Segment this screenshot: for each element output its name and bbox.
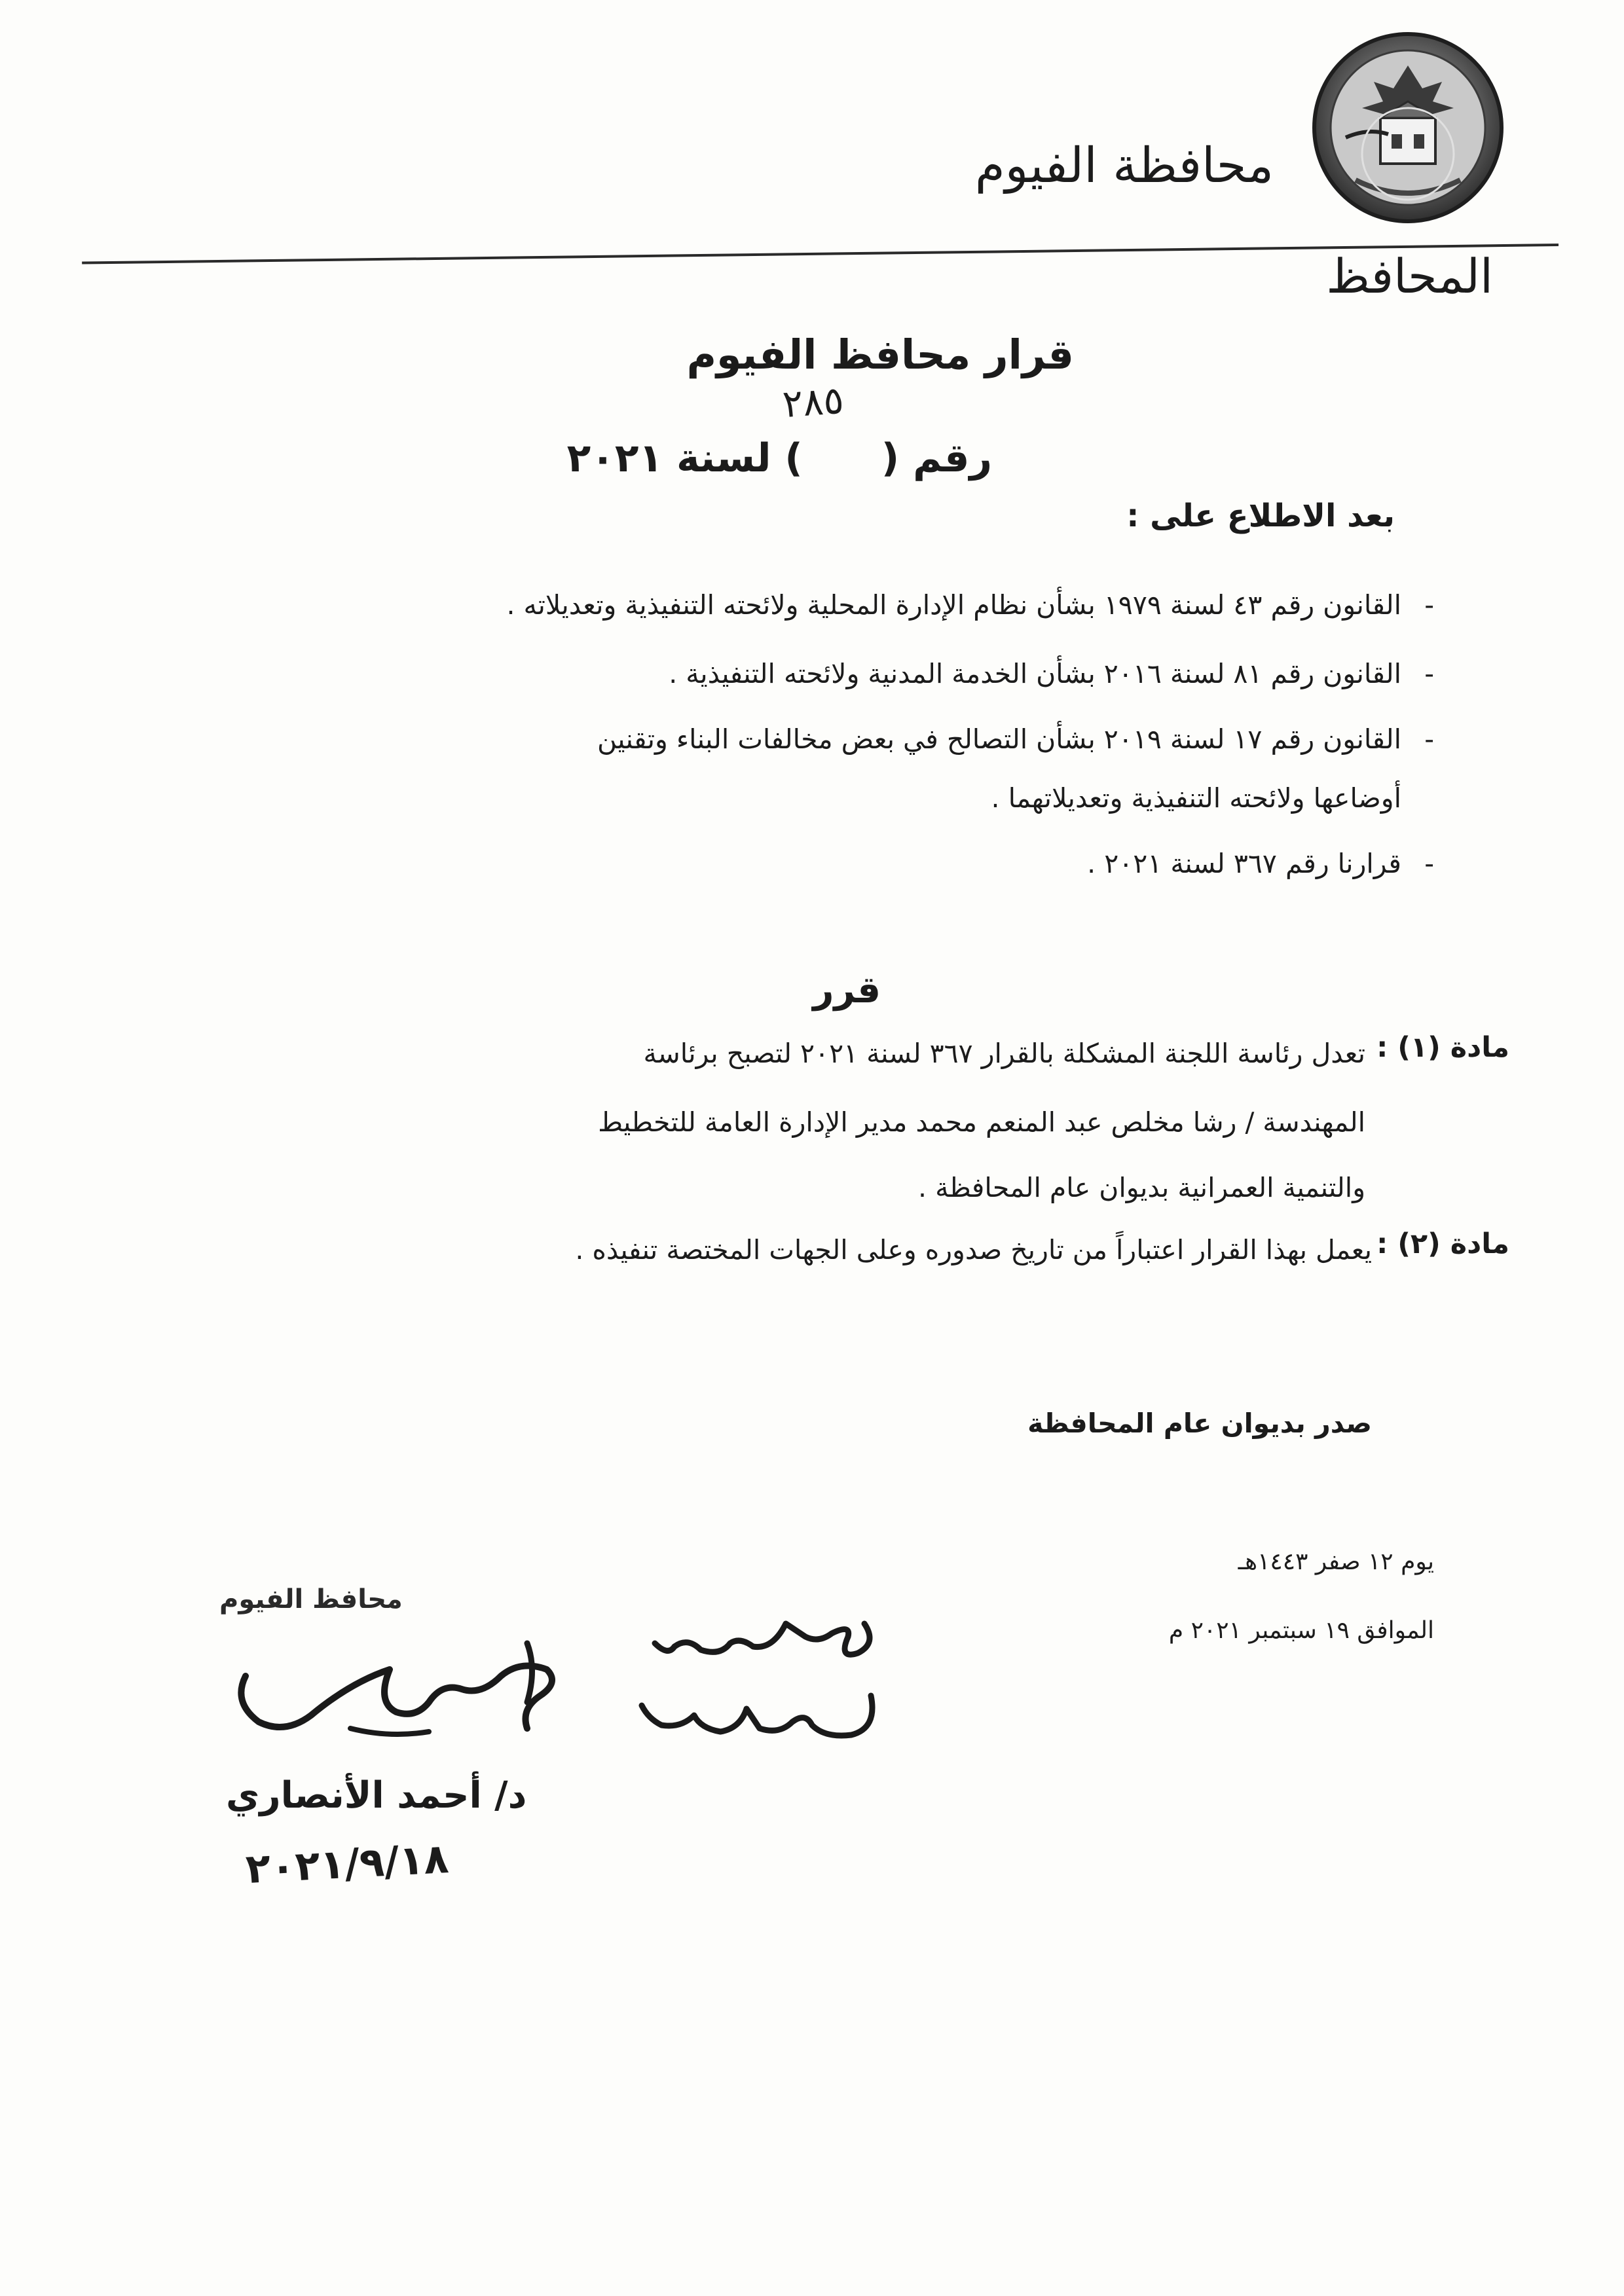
reference-text: القانون رقم ٤٣ لسنة ١٩٧٩ بشأن نظام الإدارة المحلية ولائحته التنفيذية وتعديلاته . [506,589,1401,621]
egypt-eagle-seal-icon [1310,29,1506,226]
decides-label: قرر [813,969,881,1011]
article-1-text: المهندسة / رشا مخلص عبد المنعم محمد مدير الإدارة العامة للتخطيط [598,1106,1365,1138]
issued-at: صدر بديوان عام المحافظة [1027,1408,1372,1439]
article-2-text: يعمل بهذا القرار اعتباراً من تاريخ صدوره وعلى الجهات المختصة تنفيذه . [575,1234,1372,1266]
article-1-text: والتنمية العمرانية بديوان عام المحافظة . [918,1172,1365,1203]
governorate-name: محافظة الفيوم [974,137,1274,194]
reference-text: القانون رقم ١٧ لسنة ٢٠١٩ بشأن التصالح في بعض مخالفات البناء وتقنين [597,723,1401,755]
article-1-label: مادة (١) : [1376,1031,1509,1064]
signatory-name: د/ أحمد الأنصاري [226,1774,527,1817]
decree-number-handwritten: ٢٨٥ [781,377,845,427]
office-title: المحافظ [1326,249,1493,304]
gregorian-date: الموافق ١٩ سبتمبر ٢٠٢١ م [1168,1617,1434,1644]
reference-item: -القانون رقم ٤٣ لسنة ١٩٧٩ بشأن نظام الإدارة المحلية ولائحته التنفيذية وتعديلاته . [506,589,1434,621]
reference-text: القانون رقم ٨١ لسنة ٢٠١٦ بشأن الخدمة المدنية ولائحته التنفيذية . [669,658,1401,689]
article-1-text: تعدل رئاسة اللجنة المشكلة بالقرار ٣٦٧ لسنة ٢٠٢١ لتصبح برئاسة [643,1038,1365,1069]
handwritten-note [589,1597,897,1768]
reference-text: قرارنا رقم ٣٦٧ لسنة ٢٠٢١ . [1087,848,1401,879]
preamble-label: بعد الاطلاع على : [1126,498,1395,534]
reference-item: -قرارنا رقم ٣٦٧ لسنة ٢٠٢١ . [1087,848,1434,879]
hijri-date: يوم ١٢ صفر ١٤٤٣هـ [1238,1548,1434,1575]
article-2-label: مادة (٢) : [1376,1228,1509,1260]
decree-year: لسنة ٢٠٢١ [566,435,771,481]
reference-item: -القانون رقم ١٧ لسنة ٢٠١٩ بشأن التصالح في بعض مخالفات البناء وتقنين [597,723,1434,755]
signature-title: محافظ الفيوم [219,1584,403,1614]
reference-item: -القانون رقم ٨١ لسنة ٢٠١٦ بشأن الخدمة المدنية ولائحته التنفيذية . [669,658,1434,689]
decree-number-label: رقم [913,435,992,481]
decree-number-line: رقم () لسنة ٢٠٢١ [566,435,992,481]
signature-date-handwritten: ٢٠٢١/٩/١٨ [244,1834,450,1893]
reference-text-continued: أوضاعها ولائحته التنفيذية وتعديلاتهما . [991,782,1401,814]
decree-title: قرار محافظ الفيوم [686,331,1074,378]
signature-drawing [219,1597,586,1768]
